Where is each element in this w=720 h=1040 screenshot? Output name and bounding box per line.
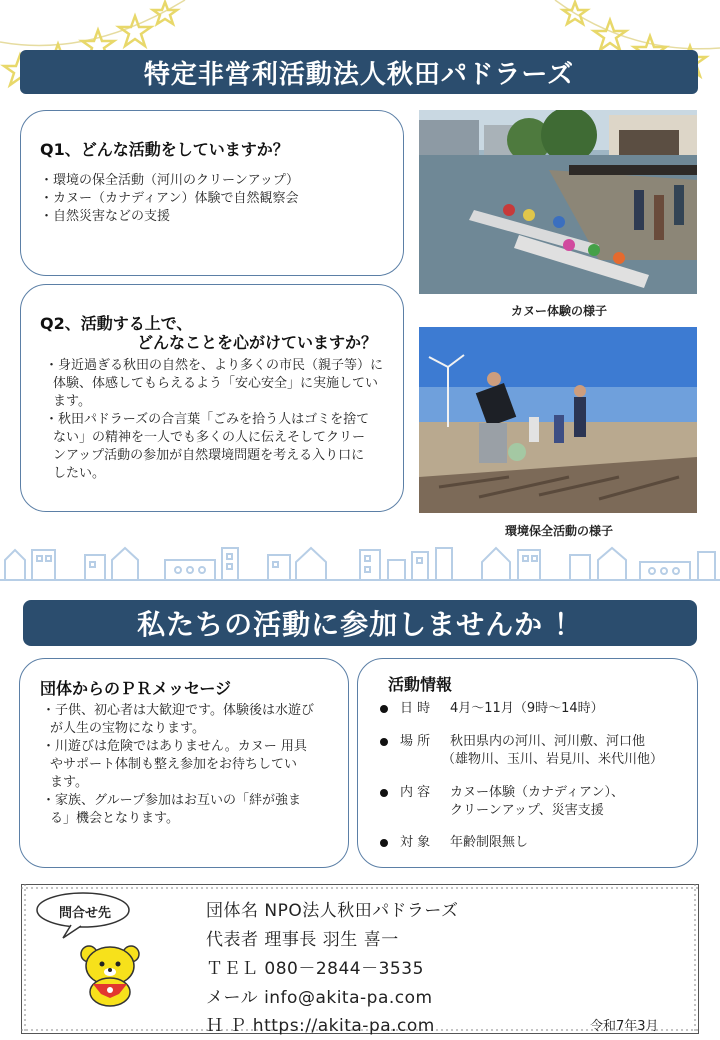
contact-representative: 代表者 理事長 羽生 喜一 bbox=[206, 930, 399, 950]
q1-line-3: ・自然災害などの支援 bbox=[40, 209, 171, 224]
q1-title: Q1、どんな活動をしていますか？ bbox=[40, 140, 289, 159]
place-label: 場 所 bbox=[400, 734, 431, 749]
contact-homepage-link[interactable]: Ｈ Ｐ https://akita-pa.com bbox=[206, 1016, 435, 1036]
content-label: 内 容 bbox=[400, 785, 431, 800]
date-bullet-icon bbox=[380, 705, 388, 713]
target-value: 年齢制限無し bbox=[450, 835, 529, 850]
activity-info-title: 活動情報 bbox=[388, 675, 453, 694]
page-title: 特定非営利活動法人秋田パドラーズ bbox=[143, 59, 575, 90]
q1-line-1: ・環境の保全活動（河川のクリーンアップ） bbox=[40, 173, 299, 188]
activity-place-row bbox=[380, 733, 645, 751]
date-value: 4月～11月（9時～14時） bbox=[450, 701, 604, 716]
pr-message-title: 団体からのＰＲメッセージ bbox=[40, 679, 232, 698]
issue-date: 令和7年3月 bbox=[590, 1019, 659, 1034]
place-bullet-icon bbox=[380, 738, 388, 746]
place-value-2: （雄物川、玉川、岩見川、米代川他） bbox=[442, 752, 664, 767]
activity-content-row bbox=[380, 784, 624, 802]
page-title-banner bbox=[20, 50, 698, 94]
beach-cleanup-photo bbox=[419, 327, 697, 513]
contact-org: 団体名 NPO法人秋田パドラーズ bbox=[206, 901, 459, 921]
content-value-1: カヌー体験（カナディアン）、 bbox=[450, 785, 624, 800]
q1-line-2: ・カヌー（カナディアン）体験で自然観察会 bbox=[40, 191, 299, 206]
content-value-2: クリーンアップ、災害支援 bbox=[450, 803, 604, 818]
pr-line-1: ・子供、初心者は大歓迎です。体験後は水遊び bbox=[42, 703, 314, 718]
activity-target-row bbox=[380, 834, 528, 852]
contact-bubble-label: 問合せ先 bbox=[58, 906, 111, 921]
q2-line-1: ・身近過ぎる秋田の自然を、より多くの市民（親子等）に bbox=[45, 358, 384, 373]
join-banner bbox=[23, 600, 697, 646]
pr-message-body bbox=[42, 702, 342, 828]
q2-body bbox=[45, 357, 400, 483]
canoe-photo bbox=[419, 110, 697, 294]
date-label: 日 時 bbox=[400, 701, 431, 716]
contact-mail[interactable]: メール info@akita-pa.com bbox=[206, 988, 433, 1008]
activity-date-row bbox=[380, 700, 604, 718]
canoe-photo-caption: カヌー体験の様子 bbox=[510, 304, 607, 318]
q2-title-line-2: どんなことを心がけていますか？ bbox=[137, 333, 378, 352]
q2-line-5: ない」の精神を一人でも多くの人に伝えそしてクリー bbox=[53, 430, 366, 445]
bear-mascot-icon bbox=[79, 942, 141, 1008]
q2-title-line-1: Q2、活動する上で、 bbox=[40, 314, 193, 333]
pr-line-5: ます。 bbox=[50, 775, 88, 790]
content-bullet-icon bbox=[380, 789, 388, 797]
q2-line-2: 体験、体感してもらえるよう「安心安全」に実施してい bbox=[53, 376, 379, 391]
pr-line-4: やサポート体制も整え参加をお待ちしてい bbox=[50, 757, 298, 772]
pr-line-2: が人生の宝物になります。 bbox=[50, 721, 205, 736]
city-skyline-decoration bbox=[0, 540, 720, 584]
target-label: 対 象 bbox=[400, 835, 431, 850]
q2-line-7: したい。 bbox=[53, 466, 106, 481]
q1-body bbox=[40, 172, 395, 226]
target-bullet-icon bbox=[380, 839, 388, 847]
contact-tel: ＴＥＬ 080－2844－3535 bbox=[206, 959, 424, 979]
pr-line-7: る」機会となります。 bbox=[50, 811, 179, 826]
place-value-1: 秋田県内の河川、河川敷、河口他 bbox=[450, 734, 646, 749]
join-banner-title: 私たちの活動に参加しませんか ！ bbox=[137, 608, 583, 641]
q2-line-6: ンアップ活動の参加が自然環境問題を考える入り口に bbox=[53, 448, 365, 463]
q2-line-4: ・秋田パドラーズの合言葉「ごみを拾う人はゴミを捨て bbox=[45, 412, 370, 427]
beach-cleanup-photo-caption: 環境保全活動の様子 bbox=[504, 524, 613, 538]
pr-line-6: ・家族、グループ参加はお互いの「絆が強ま bbox=[42, 793, 301, 808]
q2-line-3: ます。 bbox=[53, 394, 91, 409]
pr-line-3: ・川遊びは危険ではありません。カヌー 用具 bbox=[42, 739, 307, 754]
